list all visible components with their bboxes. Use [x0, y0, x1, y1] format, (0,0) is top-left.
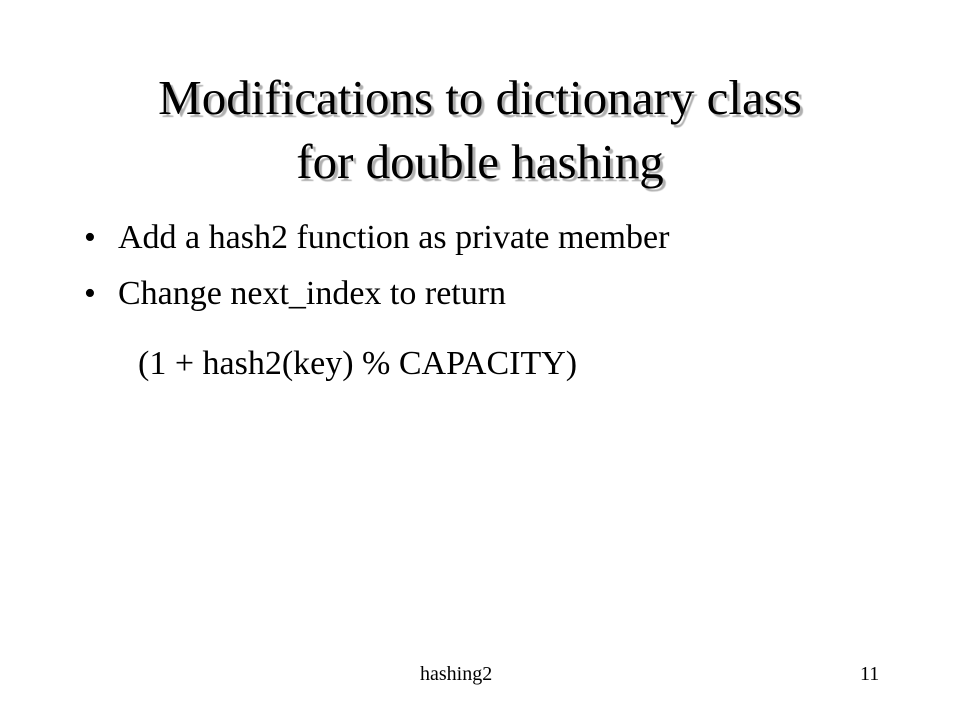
page-number: 11 — [860, 663, 880, 685]
slide-title-line-1: Modifications to dictionary class — [158, 70, 802, 125]
bullet-text: Change next_index to return — [118, 275, 507, 312]
bullet-list — [84, 218, 904, 330]
slide-title — [40, 66, 920, 194]
list-item — [84, 218, 904, 274]
list-item — [84, 274, 904, 330]
return-expression: (1 + hash2(key) % CAPACITY) — [138, 345, 578, 382]
footer-label: hashing2 — [420, 663, 493, 685]
bullet-text: Add a hash2 function as private member — [118, 219, 670, 256]
slide-title-line-2: for double hashing — [296, 134, 664, 189]
bullet-icon: • — [84, 219, 96, 256]
bullet-icon: • — [84, 275, 96, 312]
